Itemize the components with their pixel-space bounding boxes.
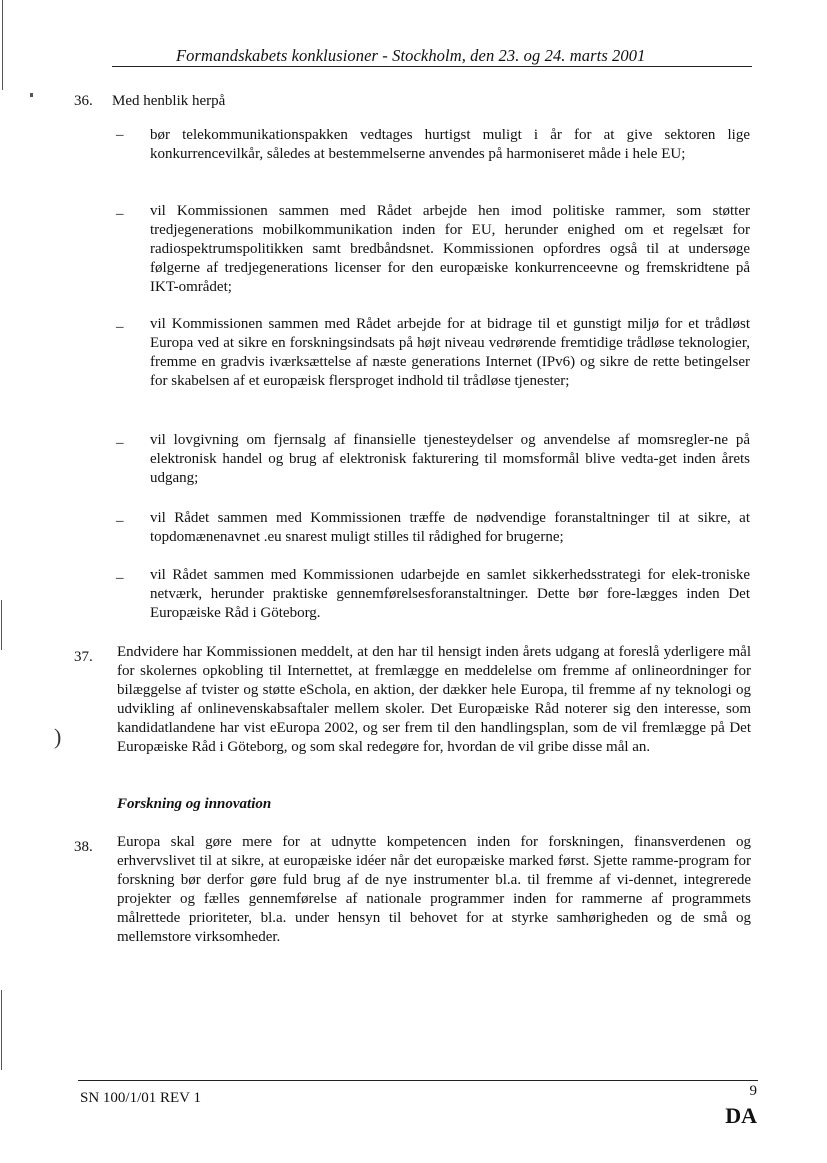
paragraph-38-text: Europa skal gøre mere for at udnytte kompetencen inden for forskningen, finansverdenen og erhvervslivet til at sikre, at europæiske idéer når det europæiske marked først. Sjette ramme-program for forskning bør derfor gøre fuld brug af de nye instrumenter bl.a. til fremme af vi-dennet, integrerede projekter og fælles gennemførelse af nationale programmer inden for rammerne af programmets målrettede prioriteter, bl.a. under hensyn til behovet for at styrke samhørigheden og de små og mellemstore virksomheder. [117, 834, 751, 945]
bullet-item-4: vil lovgivning om fjernsalg af finansielle tjenesteydelser og anvendelse af momsregler-ne på elektronisk handel og brug af elektronisk fakturering til momsformål blive vedta-get inden årets udgang; [150, 432, 750, 486]
header-rule [112, 66, 752, 67]
scan-artifact [30, 93, 33, 97]
running-header: Formandskabets konklusioner - Stockholm, den 23. og 24. marts 2001 [176, 46, 646, 65]
paragraph-36-intro: Med henblik herpå [112, 93, 226, 109]
paragraph-37-text: Endvidere har Kommissionen meddelt, at den har til hensigt inden årets udgang at foreslå yderligere mål for skolernes opkobling til Internettet, at fremlægge en meddelelse om fremme af onlineordninger for bilæggelse af tvister og støtte eSchola, en aktion, der dækker hele Europa, til fremme af ny teknologi og udvikling af onlinevenskabsaftaler mellem skoler. Det Europæiske Råd noterer sig den interesse, som kandidatlandene har vist eEuropa 2002, og ser frem til den handlingsplan, som de vil fremlægge på Det Europæiske Råd i Göteborg, og som skal redegøre for, hvordan de vil gribe disse mål an. [117, 644, 751, 755]
paragraph-number-36: 36. [74, 93, 93, 109]
language-code: DA [725, 1103, 757, 1128]
paragraph-number-38: 38. [74, 839, 93, 855]
scan-artifact [1, 990, 2, 1070]
bullet-marker: – [116, 319, 124, 335]
bullet-marker: – [116, 127, 124, 143]
document-reference: SN 100/1/01 REV 1 [80, 1090, 201, 1106]
footer-rule [78, 1080, 758, 1081]
bullet-item-1: bør telekommunikationspakken vedtages hurtigst muligt i år for at give sektoren lige konkurrencevilkår, således at bestemmelserne anvendes på harmoniseret måde i hele EU; [150, 127, 750, 162]
bullet-marker: – [116, 206, 124, 222]
page-number: 9 [749, 1083, 757, 1099]
scan-artifact [1, 600, 2, 650]
margin-bracket-mark: ) [54, 724, 62, 749]
bullet-marker: – [116, 435, 124, 451]
paragraph-number-37: 37. [74, 649, 93, 665]
bullet-item-5: vil Rådet sammen med Kommissionen træffe de nødvendige foranstaltninger til at sikre, at topdomænenavnet .eu snarest muligt stilles til rådighed for brugerne; [150, 510, 750, 545]
bullet-marker: – [116, 513, 124, 529]
bullet-marker: – [116, 570, 124, 586]
scan-artifact [2, 0, 3, 90]
bullet-item-3: vil Kommissionen sammen med Rådet arbejde for at bidrage til et gunstigt miljø for et trådløst Europa ved at sikre en forskningsindsats på højt niveau vedrørende fremtidige trådløse teknologier, fremme en gradvis iværksættelse af næste generations Internet (IPv6) og sikre de rette betingelser for skabelsen af et europæisk flersproget indhold til trådløse tjenester; [150, 316, 750, 389]
section-heading: Forskning og innovation [117, 796, 272, 812]
bullet-item-6: vil Rådet sammen med Kommissionen udarbejde en samlet sikkerhedsstrategi for elek-troniske netværk, herunder praktiske gennemførelsesforanstaltninger. Dette bør fore-lægges inden Det Europæiske Råd i Göteborg. [150, 567, 750, 621]
bullet-item-2: vil Kommissionen sammen med Rådet arbejde hen imod politiske rammer, som støtter tredjegenerations mobilkommunikation inden for EU, herunder enighed om et regelsæt for radiospektrumspolitikken samt bredbåndsnet. Kommissionen opfordres også til at undersøge følgerne af tredjegenerations licenser for den europæiske konkurrenceevne og fremskridtene på IKT-området; [150, 203, 750, 295]
